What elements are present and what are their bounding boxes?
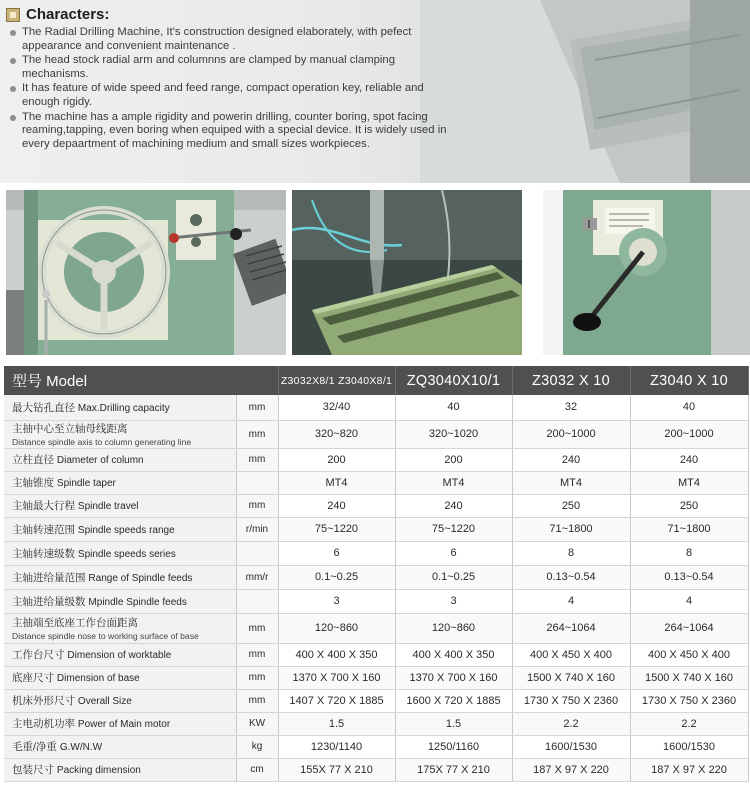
param-label: [4, 448, 236, 471]
param-label: [4, 666, 236, 689]
clamping-lever-image: [543, 190, 750, 355]
param-value: MT4: [278, 471, 395, 494]
table-row: [4, 689, 748, 712]
model-header-3: Z3032 X 10: [512, 366, 630, 395]
param-value: 71~1800: [512, 517, 630, 541]
photo-headstock-handwheel: [6, 190, 286, 355]
param-value: 4: [630, 589, 748, 613]
param-label: [4, 541, 236, 565]
param-label: [4, 613, 236, 643]
param-en: Max.Drilling capacity: [77, 402, 170, 414]
param-unit: mm: [236, 666, 278, 689]
param-en: Power of Main motor: [77, 719, 171, 730]
table-row: [4, 666, 748, 689]
table-row: [4, 712, 748, 735]
param-value: MT4: [512, 471, 630, 494]
param-cn: 机床外形尺寸: [12, 695, 75, 707]
param-cn: 主轴转速范围: [12, 523, 75, 536]
param-unit: KW: [236, 712, 278, 735]
param-cn: 主轴锥度: [12, 477, 54, 489]
spec-table-body: [4, 395, 748, 781]
param-value: 0.13~0.54: [512, 565, 630, 589]
param-value: 187 X 97 X 220: [512, 758, 630, 781]
param-unit: mm: [236, 448, 278, 471]
param-value: 6: [278, 541, 395, 565]
param-value: 1600/1530: [512, 735, 630, 758]
param-value: 320~820: [278, 420, 395, 448]
param-sub: Distance spindle axis to column generating line: [12, 437, 192, 447]
param-label: [4, 494, 236, 517]
spec-table: [4, 366, 749, 782]
param-unit: [236, 589, 278, 613]
param-unit: mm: [236, 689, 278, 712]
param-unit: mm: [236, 613, 278, 643]
model-header-2: ZQ3040X10/1: [395, 366, 512, 395]
characters-title: Characters:: [26, 6, 110, 23]
param-value: 2.2: [630, 712, 748, 735]
param-value: 1230/1140: [278, 735, 395, 758]
param-value: 0.13~0.54: [630, 565, 748, 589]
param-value: 1500 X 740 X 160: [512, 666, 630, 689]
param-value: MT4: [395, 471, 512, 494]
param-value: 1600/1530: [630, 735, 748, 758]
param-cn: 主轴转速级数: [12, 547, 75, 560]
headstock-handwheel-image: [6, 190, 286, 355]
param-cn: 工作台尺寸: [12, 649, 65, 661]
photo-drill-bit-worktable: [292, 190, 522, 355]
param-value: 250: [630, 494, 748, 517]
param-cn: 主电动机功率: [12, 718, 75, 730]
param-value: 40: [630, 395, 748, 420]
param-value: 155X 77 X 210: [278, 758, 395, 781]
model-header-1: Z3032X8/1 Z3040X8/1: [278, 366, 395, 395]
param-value: 0.1~0.25: [395, 565, 512, 589]
param-unit: cm: [236, 758, 278, 781]
param-unit: mm: [236, 395, 278, 420]
param-unit: [236, 541, 278, 565]
drill-bit-worktable-image: [292, 190, 522, 355]
param-unit: [236, 471, 278, 494]
param-value: 8: [630, 541, 748, 565]
param-value: 1250/1160: [395, 735, 512, 758]
param-sub: Distance spindle nose to working surface of base: [12, 631, 199, 641]
param-value: 400 X 450 X 400: [630, 643, 748, 666]
param-cn: 立柱直径: [12, 454, 54, 466]
param-label: [4, 420, 236, 448]
param-value: 187 X 97 X 220: [630, 758, 748, 781]
table-row: [4, 613, 748, 643]
param-value: 240: [630, 448, 748, 471]
characters-item: The machine has a ample rigidity and powerin drilling, counter boring, spot facing reaming,tapping, even boring when equiped with a special device. It is widely used in every depaartment of machining medium and small sizes workpieces.: [8, 111, 453, 152]
characters-item: It has feature of wide speed and feed range, compact operation key, reliable and enough rigidy.: [8, 82, 453, 109]
table-row: [4, 395, 748, 420]
table-row: [4, 758, 748, 781]
param-value: 200: [395, 448, 512, 471]
param-value: 264~1064: [630, 613, 748, 643]
photo-clamping-lever: [543, 190, 750, 355]
table-row: [4, 448, 748, 471]
param-cn: 主轴进给量范围: [12, 571, 86, 584]
param-en: Dimension of base: [56, 673, 140, 684]
param-unit: mm: [236, 494, 278, 517]
param-value: 175X 77 X 210: [395, 758, 512, 781]
param-cn: 底座尺寸: [12, 672, 54, 684]
param-unit: r/min: [236, 517, 278, 541]
param-label: [4, 712, 236, 735]
bullet-square-icon: [6, 8, 20, 22]
param-value: MT4: [630, 471, 748, 494]
param-value: 200~1000: [512, 420, 630, 448]
param-en: Range of Spindle feeds: [88, 572, 193, 584]
param-cn: 主轴最大行程: [12, 500, 75, 512]
param-unit: kg: [236, 735, 278, 758]
table-row: [4, 494, 748, 517]
param-label: [4, 689, 236, 712]
param-cn: 主抽中心至立轴母线距离: [12, 423, 128, 435]
param-value: 1407 X 720 X 1885: [278, 689, 395, 712]
param-value: 3: [278, 589, 395, 613]
param-value: 75~1220: [395, 517, 512, 541]
param-en: G.W/N.W: [59, 742, 103, 753]
param-en: Spindle speeds range: [77, 524, 175, 536]
characters-list: [8, 26, 453, 152]
param-value: 400 X 400 X 350: [278, 643, 395, 666]
param-value: 32: [512, 395, 630, 420]
param-label: [4, 565, 236, 589]
table-header-row: [4, 366, 748, 395]
param-value: 120~860: [278, 613, 395, 643]
table-row: [4, 517, 748, 541]
param-cn: 主抽端至底座工作台面距离: [12, 617, 138, 629]
param-en: Spindle speeds series: [77, 548, 176, 560]
param-value: 40: [395, 395, 512, 420]
param-value: 71~1800: [630, 517, 748, 541]
machine-photo-background: [420, 0, 750, 183]
table-row: [4, 643, 748, 666]
param-en: Spindle travel: [77, 501, 139, 512]
param-label: [4, 395, 236, 420]
table-row: [4, 589, 748, 613]
param-en: Overall Size: [77, 696, 132, 707]
param-label: [4, 735, 236, 758]
param-value: 120~860: [395, 613, 512, 643]
param-value: 200: [278, 448, 395, 471]
param-value: 3: [395, 589, 512, 613]
param-label: [4, 517, 236, 541]
param-value: 1500 X 740 X 160: [630, 666, 748, 689]
param-value: 8: [512, 541, 630, 565]
characters-item: The Radial Drilling Machine, It's construction designed elaborately, with pefect appearance and convenient maintenance .: [8, 26, 453, 53]
param-value: 240: [395, 494, 512, 517]
param-value: 1370 X 700 X 160: [278, 666, 395, 689]
param-cn: 包装尺寸: [12, 764, 54, 776]
param-label: [4, 758, 236, 781]
param-value: 200~1000: [630, 420, 748, 448]
param-value: 1600 X 720 X 1885: [395, 689, 512, 712]
param-value: 6: [395, 541, 512, 565]
param-en: Mpindle Spindle feeds: [88, 596, 187, 608]
characters-section: [0, 0, 750, 183]
characters-item: The head stock radial arm and columnns are clamped by manual clamping mechanisms.: [8, 54, 453, 81]
param-label: [4, 643, 236, 666]
param-value: 240: [278, 494, 395, 517]
param-en: Packing dimension: [56, 765, 141, 776]
param-value: 250: [512, 494, 630, 517]
model-header-4: Z3040 X 10: [630, 366, 748, 395]
param-en: Diameter of column: [56, 455, 144, 466]
param-value: 75~1220: [278, 517, 395, 541]
param-cn: 毛重/净重: [12, 741, 57, 753]
param-value: 264~1064: [512, 613, 630, 643]
param-unit: mm: [236, 420, 278, 448]
param-value: 0.1~0.25: [278, 565, 395, 589]
table-row: [4, 471, 748, 494]
param-value: 4: [512, 589, 630, 613]
param-value: 400 X 400 X 350: [395, 643, 512, 666]
param-value: 1730 X 750 X 2360: [512, 689, 630, 712]
characters-heading: [6, 6, 109, 23]
table-row: [4, 420, 748, 448]
param-en: Dimension of worktable: [67, 650, 172, 661]
param-value: 320~1020: [395, 420, 512, 448]
param-label: [4, 589, 236, 613]
param-label: [4, 471, 236, 494]
param-unit: mm/r: [236, 565, 278, 589]
param-value: 2.2: [512, 712, 630, 735]
param-cn: 主轴进给量级数: [12, 595, 86, 608]
param-en: Spindle taper: [56, 478, 116, 489]
table-row: [4, 565, 748, 589]
param-value: 1370 X 700 X 160: [395, 666, 512, 689]
param-unit: mm: [236, 643, 278, 666]
model-header: 型号 Model: [4, 366, 278, 395]
param-value: 400 X 450 X 400: [512, 643, 630, 666]
table-row: [4, 735, 748, 758]
param-value: 32/40: [278, 395, 395, 420]
param-value: 240: [512, 448, 630, 471]
param-value: 1730 X 750 X 2360: [630, 689, 748, 712]
param-value: 1.5: [395, 712, 512, 735]
param-value: 1.5: [278, 712, 395, 735]
table-row: [4, 541, 748, 565]
param-cn: 最大钻孔直径: [12, 401, 75, 414]
